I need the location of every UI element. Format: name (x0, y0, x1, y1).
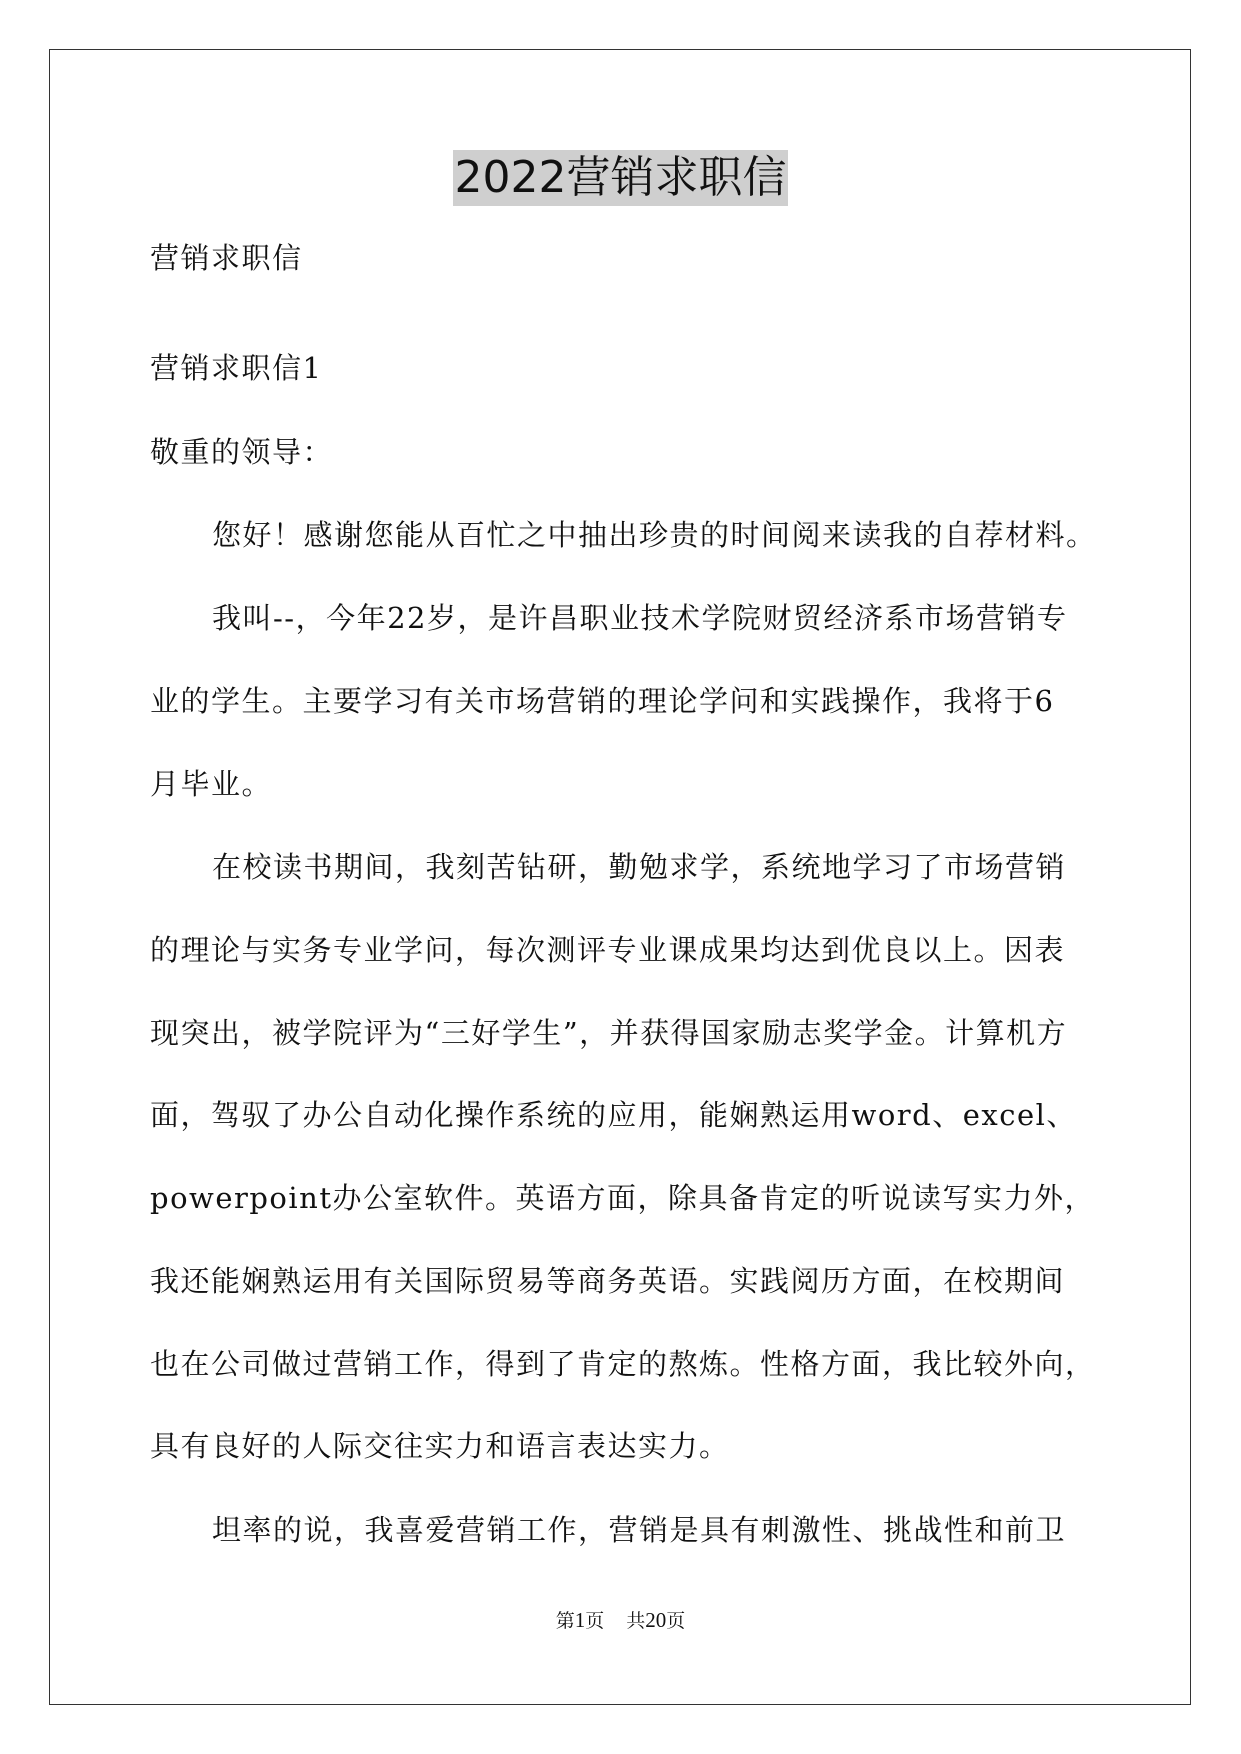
footer-page-current: 1 (574, 1608, 586, 1632)
title-container (0, 150, 1241, 206)
text-line-greeting: 您好！感谢您能从百忙之中抽出珍贵的时间阅来读我的自荐材料。 (212, 518, 1097, 552)
text-line: 我还能娴熟运用有关国际贸易等商务英语。实践阅历方面，在校期间 (150, 1264, 1066, 1298)
footer-page-prefix: 第 (555, 1610, 575, 1632)
text-line: powerpoint办公室软件。英语方面，除具备肯定的听说读写实力外， (150, 1181, 1096, 1215)
text-line-salutation: 敬重的领导： (150, 435, 334, 469)
text-line-paragraph: 坦率的说，我喜爱营销工作，营销是具有刺激性、挑战性和前卫 (212, 1513, 1067, 1547)
text-line: 也在公司做过营销工作，得到了肯定的熬炼。性格方面，我比较外向， (150, 1347, 1096, 1381)
footer-page-suffix: 页 (585, 1610, 605, 1632)
text-line: 的理论与实务专业学问，每次测评专业课成果均达到优良以上。因表 (150, 933, 1066, 967)
text-line: 面，驾驭了办公自动化操作系统的应用，能娴熟运用word、excel、 (150, 1098, 1077, 1132)
footer-total-prefix: 共 (626, 1610, 646, 1632)
text-line: 现突出，被学院评为“三好学生”，并获得国家励志奖学金。计算机方 (150, 1016, 1068, 1050)
text-line: 月毕业。 (150, 767, 273, 801)
text-line: 具有良好的人际交往实力和语言表达实力。 (150, 1429, 730, 1463)
footer-total-suffix: 页 (666, 1610, 686, 1632)
text-line-paragraph: 我叫--，今年22岁，是许昌职业技术学院财贸经济系市场营销专 (212, 601, 1068, 635)
text-line-paragraph: 在校读书期间，我刻苦钻研，勤勉求学，系统地学习了市场营销 (212, 850, 1067, 884)
page-footer (0, 1608, 1241, 1633)
text-line-heading: 营销求职信 (150, 241, 303, 275)
text-line: 业的学生。主要学习有关市场营销的理论学问和实践操作，我将于6 (150, 684, 1055, 718)
text-line-subheading: 营销求职信1 (150, 351, 323, 385)
footer-page-total: 20 (645, 1608, 667, 1632)
document-title: 2022营销求职信 (453, 150, 789, 206)
